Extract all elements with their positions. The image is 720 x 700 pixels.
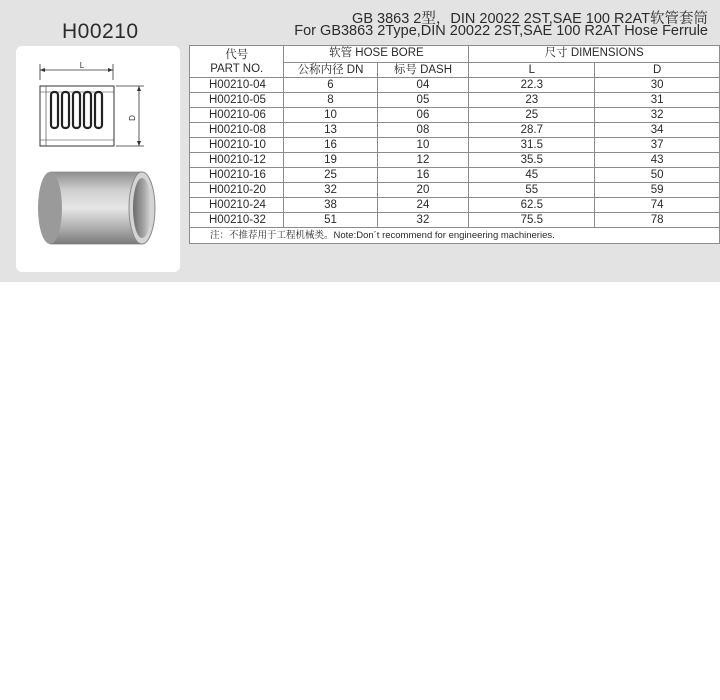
diameter-dimension — [116, 86, 144, 146]
dash-cell: 32 — [377, 213, 469, 228]
part-no-cell: H00210-24 — [190, 198, 284, 213]
part-no-cell: H00210-08 — [190, 123, 284, 138]
l-cell: 25 — [469, 108, 595, 123]
table-row — [190, 78, 720, 93]
table-row — [190, 213, 720, 228]
dash-cell: 24 — [377, 198, 469, 213]
l-cell: 62.5 — [469, 198, 595, 213]
part-no-cell: H00210-12 — [190, 153, 284, 168]
l-header: L — [469, 62, 595, 77]
dash-cell: 20 — [377, 183, 469, 198]
length-label: L — [79, 61, 85, 70]
part-no-header-en: PART NO. — [210, 62, 264, 75]
note-row — [190, 228, 720, 244]
table-row — [190, 93, 720, 108]
part-no-cell: H00210-05 — [190, 93, 284, 108]
ferrule-3d-image — [38, 172, 155, 244]
table-row — [190, 123, 720, 138]
spec-table — [189, 45, 720, 244]
d-cell: 50 — [595, 168, 720, 183]
title-chinese: GB 3863 2型，DIN 20022 2ST,SAE 100 R2AT软管套筒 — [352, 11, 708, 27]
table-row — [190, 198, 720, 213]
part-no-cell: H00210-32 — [190, 213, 284, 228]
dash-cell: 05 — [377, 93, 469, 108]
l-cell: 31.5 — [469, 138, 595, 153]
part-no-cell: H00210-06 — [190, 108, 284, 123]
l-cell: 55 — [469, 183, 595, 198]
l-cell: 75.5 — [469, 213, 595, 228]
d-cell: 78 — [595, 213, 720, 228]
dash-cell: 08 — [377, 123, 469, 138]
l-cell: 28.7 — [469, 123, 595, 138]
table-header-row — [190, 46, 720, 63]
d-cell: 32 — [595, 108, 720, 123]
d-cell: 43 — [595, 153, 720, 168]
l-cell: 35.5 — [469, 153, 595, 168]
dn-cell: 13 — [284, 123, 377, 138]
dash-cell: 04 — [377, 78, 469, 93]
dn-cell: 8 — [284, 93, 377, 108]
d-cell: 59 — [595, 183, 720, 198]
part-no-header-cn: 代号 — [225, 48, 249, 61]
table-row — [190, 108, 720, 123]
dash-header: 标号 DASH — [377, 62, 469, 77]
dn-cell: 19 — [284, 153, 377, 168]
table-row — [190, 153, 720, 168]
table-row — [190, 138, 720, 153]
part-no-cell: H00210-10 — [190, 138, 284, 153]
l-cell: 23 — [469, 93, 595, 108]
dn-cell: 38 — [284, 198, 377, 213]
dn-header: 公称内径 DN — [284, 62, 377, 77]
ferrule-technical-drawing — [16, 46, 180, 272]
dn-cell: 25 — [284, 168, 377, 183]
title-english: For GB3863 2Type,DIN 20022 2ST,SAE 100 R2AT Hose Ferrule — [294, 23, 708, 39]
product-code: H00210 — [62, 20, 139, 43]
part-no-header — [190, 46, 284, 78]
product-panel — [0, 0, 720, 282]
dash-cell: 10 — [377, 138, 469, 153]
diameter-label: D — [128, 115, 137, 121]
dash-cell: 16 — [377, 168, 469, 183]
dn-cell: 32 — [284, 183, 377, 198]
hose-bore-header: 软管 HOSE BORE — [284, 46, 469, 63]
d-cell: 31 — [595, 93, 720, 108]
drawing-card — [16, 46, 180, 272]
d-cell: 74 — [595, 198, 720, 213]
table-row — [190, 168, 720, 183]
dimensions-header: 尺寸 DIMENSIONS — [469, 46, 720, 63]
dash-cell: 06 — [377, 108, 469, 123]
dn-cell: 51 — [284, 213, 377, 228]
l-cell: 22.3 — [469, 78, 595, 93]
dn-cell: 10 — [284, 108, 377, 123]
d-cell: 34 — [595, 123, 720, 138]
l-cell: 45 — [469, 168, 595, 183]
length-dimension — [40, 61, 113, 80]
table-note: 注：不推荐用于工程机械类。Note:Don´t recommend for engineering machineries. — [190, 228, 720, 244]
part-no-cell: H00210-20 — [190, 183, 284, 198]
table-row — [190, 183, 720, 198]
d-header: D — [595, 62, 720, 77]
dn-cell: 6 — [284, 78, 377, 93]
dash-cell: 12 — [377, 153, 469, 168]
d-cell: 30 — [595, 78, 720, 93]
d-cell: 37 — [595, 138, 720, 153]
dn-cell: 16 — [284, 138, 377, 153]
part-no-cell: H00210-16 — [190, 168, 284, 183]
part-no-cell: H00210-04 — [190, 78, 284, 93]
ferrule-side-view — [40, 86, 114, 146]
